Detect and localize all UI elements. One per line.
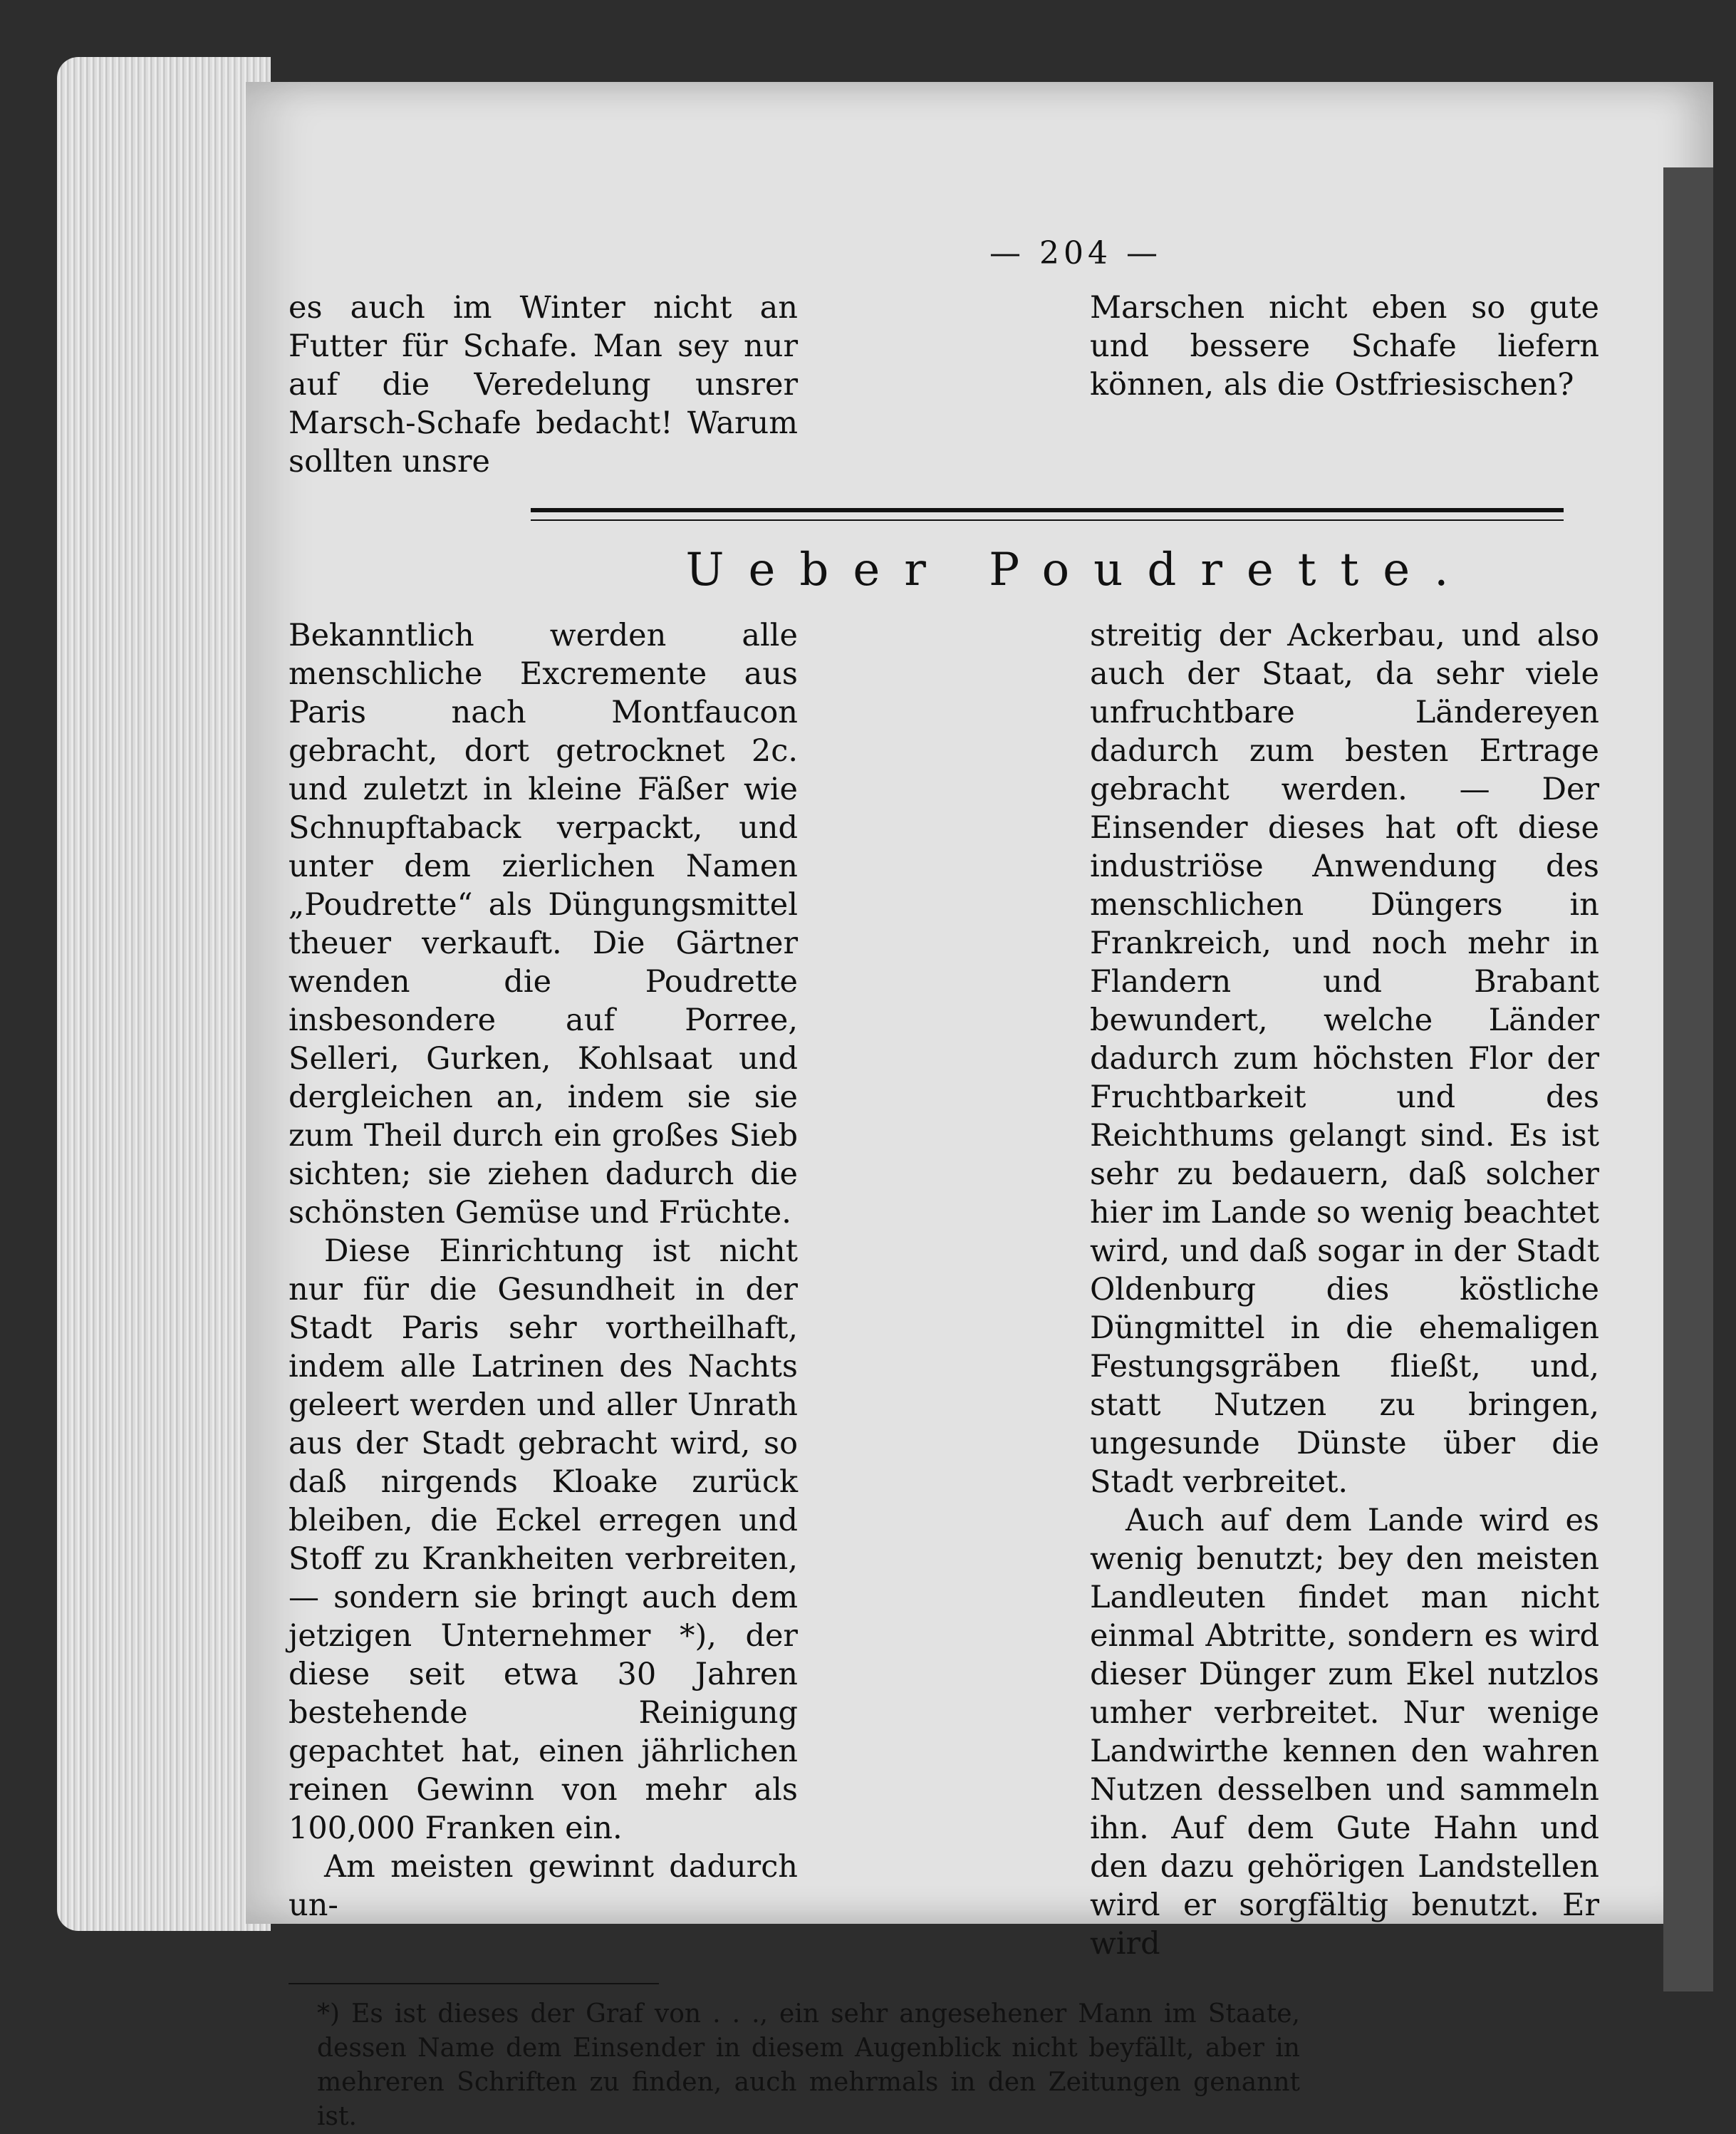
previous-article-left-text: es auch im Winter nicht an Futter für Schafe. Man sey nur auf die Veredelung unsrer Marsch-Schafe bedacht! Warum sollten unsre: [289, 290, 798, 480]
page-right-shadow: [1663, 167, 1713, 1991]
previous-article-right-text: Marschen nicht eben so gute und bessere Schafe liefern können, als die Ostfriesischen?: [1090, 290, 1599, 403]
previous-article: [289, 289, 1599, 481]
page-stack-edge: [57, 57, 271, 1931]
article-right-column: [1090, 616, 1599, 1963]
article-paragraph: streitig der Ackerbau, und also auch der Staat, da sehr viele unfruchtbare Ländereyen dadurch zum besten Ertrage gebracht werden. — Der Einsender dieses hat oft diese industriöse Anwendung des menschlichen Düngers in Frankreich, und noch mehr in Flandern und Brabant bewundert, welche Länder dadurch zum höchsten Flor der Fruchtbarkeit und des Reichthums gelangt sind. Es ist sehr zu bedauern, daß solcher hier im Lande so wenig beachtet wird, und daß sogar in der Stadt Oldenburg dies köstliche Düngmittel in die ehemaligen Festungsgräben fließt, und, statt Nutzen zu bringen, ungesunde Dünste über die Stadt verbreitet.: [1090, 618, 1599, 1500]
previous-article-left: [289, 289, 798, 481]
section-divider: [531, 508, 1564, 521]
previous-article-right: [1090, 289, 1599, 481]
article-paragraph: Diese Einrichtung ist nicht nur für die Gesundheit in der Stadt Paris sehr vortheilhaft, indem alle Latrinen des Nachts geleert werden und aller Unrath aus der Stadt gebracht wird, so daß nirgends Kloake zurück bleiben, die Eckel erregen und Stoff zu Krankheiten verbreiten, — sondern sie bringt auch dem jetzigen Unternehmer *), der diese seit etwa 30 Jahren bestehende Reinigung gepachtet hat, einen jährlichen reinen Gewinn von mehr als 100,000 Franken ein.: [289, 1233, 798, 1846]
page-number: — 204 —: [989, 235, 1162, 271]
article-title: Ueber Poudrette.: [685, 544, 1473, 596]
article-body: [289, 616, 1599, 1963]
article-paragraph: Auch auf dem Lande wird es wenig benutzt; bey den meisten Landleuten findet man nicht einmal Abtritte, sondern es wird dieser Dünger zum Ekel nutzlos umher verbreitet. Nur wenige Landwirthe kennen den wahren Nutzen desselben und sammeln ihn. Auf dem Gute Hahn und den dazu gehörigen Landstellen wird er sorgfältig benutzt. Er wird: [1090, 1503, 1599, 1962]
article-paragraph: Am meisten gewinnt dadurch un-: [289, 1849, 798, 1923]
article-left-column: [289, 616, 798, 1963]
page-content: [289, 235, 1599, 2134]
footnote: *) Es ist dieses der Graf von . . ., ein sehr angesehener Mann im Staate, dessen Name dem Einsender in diesem Augenblick nicht beyfällt, aber in mehreren Schriften zu finden, auch mehrmals in den Zeitungen genannt ist.: [317, 1999, 1300, 2131]
footnote-rule: [289, 1983, 659, 1984]
article-paragraph: Bekanntlich werden alle menschliche Excremente aus Paris nach Montfaucon gebracht, dort getrocknet 2c. und zuletzt in kleine Fäßer wie Schnupftaback verpackt, und unter dem zierlichen Namen „Poudrette“ als Düngungsmittel theuer verkauft. Die Gärtner wenden die Poudrette insbesondere auf Porree, Selleri, Gurken, Kohlsaat und dergleichen an, indem sie sie zum Theil durch ein großes Sieb sichten; sie ziehen dadurch die schönsten Gemüse und Früchte.: [289, 618, 798, 1231]
